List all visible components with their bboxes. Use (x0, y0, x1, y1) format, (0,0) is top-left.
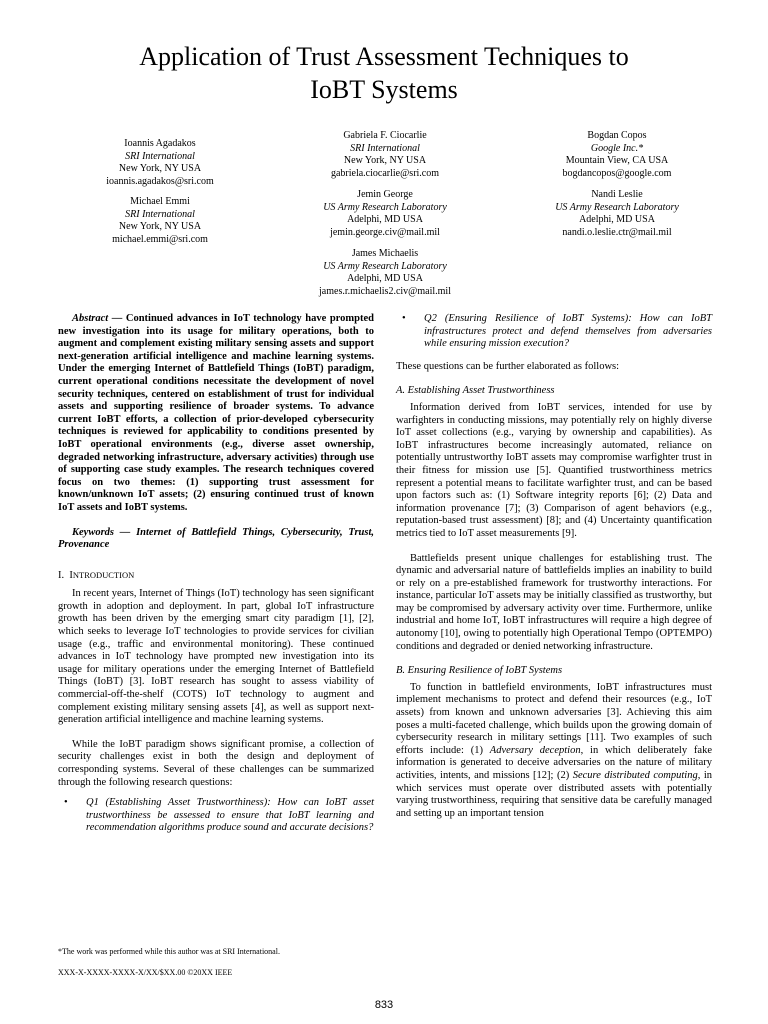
author-agadakos (50, 138, 270, 188)
research-question-q1 (58, 797, 374, 835)
subsection-b-text-3: , in which services must operate over distributed assets with potentially varying trustworthiness, requiring that sensitive data be carefully managed and setting up an important tension (396, 770, 712, 819)
abstract-body: — Continued advances in IoT technology have prompted new investigation into its usage for military operations, both to augment and complement existing military sensing assets and support next-generation artificial intelligence and machine learning systems. Under the emerging Internet of Battlefield Things (IoBT) paradigm, current operational conditions necessitate the development of novel security techniques, centered on establishment of trust for individual assets and supporting resilience of broader systems. To advance current IoBT efforts, a collection of prior-developed cybersecurity techniques is reviewed for applicability to conditions presented by IoBT operational environments (e.g., diverse asset ownership, degraded networking infrastructure, adversary activities) through use of supporting case study examples. The research techniques covered focus on two themes: (1) supporting trust assessment for known/unknown IoT assets; (2) ensuring continued trust of known IoT assets and IoBT systems. (58, 313, 374, 513)
author-name: Bogdan Copos (587, 130, 647, 141)
author-name: Michael Emmi (130, 196, 190, 207)
author-location: Adelphi, MD USA (579, 214, 655, 225)
bullet-icon: • (64, 797, 68, 809)
intro-paragraph-2: While the IoBT paradigm shows significant promise, a collection of security challenges exist in both the design and deployment of corresponding systems. Several of these challenges can be summarized through the following research questions: (58, 738, 374, 788)
author-name: Nandi Leslie (591, 189, 643, 200)
subsection-b-heading: B. Ensuring Resilience of IoBT Systems (396, 665, 563, 677)
author-affiliation: Google Inc.* (590, 142, 644, 154)
subsection-a-heading: A. Establishing Asset Trustworthiness (396, 385, 555, 397)
author-leslie (507, 189, 727, 239)
secure-distributed-computing-term: Secure distributed computing (572, 770, 698, 781)
research-question-q2 (396, 313, 712, 351)
author-email: ioannis.agadakos@sri.com (106, 175, 214, 187)
author-copos (507, 130, 727, 180)
elaborate-text: These questions can be further elaborated as follows: (396, 360, 620, 372)
section-title-rest: NTRODUCTION (72, 569, 135, 580)
author-name: Ioannis Agadakos (124, 138, 196, 149)
author-email: bogdancopos@google.com (562, 167, 672, 179)
author-location: New York, NY USA (118, 163, 202, 174)
subsection-b-text-2: , in which deliberately fake information is generated to deceive adversaries on the nature of military activities, intents, and missions [12]; (2) (396, 744, 712, 781)
author-location: Adelphi, MD USA (347, 214, 423, 225)
author-george (275, 189, 495, 239)
paper-title (40, 40, 728, 106)
abstract-lead: Abstract (72, 313, 109, 324)
subsection-b-paragraph (396, 682, 712, 821)
subsection-a-paragraph-2: Battlefields present unique challenges for establishing trust. The dynamic and adversarial nature of battlefields implies an inability to build or rely on a pre-established framework for trustworthy interactions. For instance, particular IoT assets may be initially classified as trustworthy, but may be compromised by adversary activity over time. Furthermore, unlike industrial and home IoT, IoBT infrastructures will require a high degree of autonomy [10], owing to potentially high Operational Tempo (OPTEMPO) conditions and degraded or denied networking infrastructure. (396, 552, 712, 652)
author-affiliation: SRI International (125, 208, 195, 220)
title-line-1: Application of Trust Assessment Techniques to (139, 42, 629, 71)
author-location: New York, NY USA (343, 155, 427, 166)
author-affiliation: US Army Research Laboratory (323, 201, 447, 213)
q2-text: Q2 (Ensuring Resilience of IoBT Systems): How can IoBT infrastructures protect and defend themselves from adversaries while ensuring mission execution? (424, 313, 712, 350)
author-location: Mountain View, CA USA (565, 155, 669, 166)
author-name: Gabriela F. Ciocarlie (343, 130, 427, 141)
section-title-first: I (69, 569, 73, 581)
intro-paragraph-1: In recent years, Internet of Things (IoT) technology has seen significant growth in adoption and deployment. In part, global IoT infrastructure growth has been driven by the emerging smart city paradigm [1], [2], which seeks to leverage IoT technologies to provide services for civilian usage (e.g., traffic and environmental monitoring). These continued advances in IoT technology have prompted new investigation into its usage for military operations under the emerging Internet of Battlefield Things (IoBT) [3]. IoBT research has sought to assess viability of commercial-off-the-shelf (COTS) IoT technology to augment and complement existing military sensing assets [4], as well as support next-generation artificial intelligence and machine learning systems. (58, 588, 374, 726)
author-email: nandi.o.leslie.ctr@mail.mil (562, 226, 672, 238)
subsection-a-paragraph-1: Information derived from IoBT services, intended for use by warfighters in conducting missions, may potentially rely on highly diverse IoT asset collections (e.g., varying by ownership and capabilities). As IoBT infrastructures become increasingly automated, reliance on potentially untrustworthy IoBT assets may compromise warfighter trust in their fitness for mission use [5]. Quantified trustworthiness metrics represent a potential means to facilitate warfighter trust, and can be based upon factors such as: (1) Software integrity reports [6]; (2) Data and information provenance [7]; (3) Comparison of agent behaviors (e.g., reputation-based trust assessment) [8]; and (4) Uncertainty quantification metrics tied to IoT asset measurements [9]. (396, 401, 712, 539)
section-number: I. (58, 569, 65, 581)
section-heading-introduction (58, 569, 374, 583)
author-affiliation: SRI International (350, 142, 420, 154)
author-affiliation: US Army Research Laboratory (323, 260, 447, 272)
author-email: jemin.george.civ@mail.mil (330, 226, 440, 238)
page-number: 833 (374, 999, 394, 1011)
q1-text: Q1 (Establishing Asset Trustworthiness): How can IoBT asset trustworthiness be assessed to ensure that IoBT learning and recommendation algorithms produce sound and accurate decisions? (86, 797, 374, 834)
adversary-deception-term: Adversary deception (489, 744, 581, 756)
author-location: New York, NY USA (118, 221, 202, 232)
right-column (396, 313, 712, 820)
author-affiliation: US Army Research Laboratory (555, 201, 679, 213)
title-line-2: IoBT Systems (310, 75, 458, 104)
bullet-icon: • (402, 313, 406, 324)
author-name: Jemin George (357, 189, 413, 200)
author-email: michael.emmi@sri.com (112, 233, 208, 245)
author-emmi (50, 196, 270, 246)
copyright-line: XXX-X-XXXX-XXXX-X/XX/$XX.00 ©20XX IEEE (58, 968, 233, 977)
author-location: Adelphi, MD USA (347, 273, 423, 284)
author-email: gabriela.ciocarlie@sri.com (330, 167, 440, 179)
author-michaelis (275, 248, 495, 298)
author-ciocarlie (275, 130, 495, 180)
abstract (58, 313, 374, 515)
footnote: *The work was performed while this author was at SRI International. (58, 947, 280, 956)
author-affiliation: SRI International (125, 150, 195, 162)
author-name: James Michaelis (351, 248, 419, 259)
subsection-b-text-1: To function in battlefield environments, IoBT infrastructures must implement mechanisms to protect and defend their resources (e.g., IoT assets) from known and unknown adversaries [3]. Achieving this aim poses a multi-faceted challenge, which builds upon the growing domain of cybersecurity research in military settings [11]. Two examples of such efforts include: (1) (396, 681, 712, 756)
left-column (58, 313, 374, 835)
author-email: james.r.michaelis2.civ@mail.mil (319, 285, 451, 297)
keywords: Keywords — Internet of Battlefield Things, Cybersecurity, Trust, Provenance (58, 526, 374, 551)
